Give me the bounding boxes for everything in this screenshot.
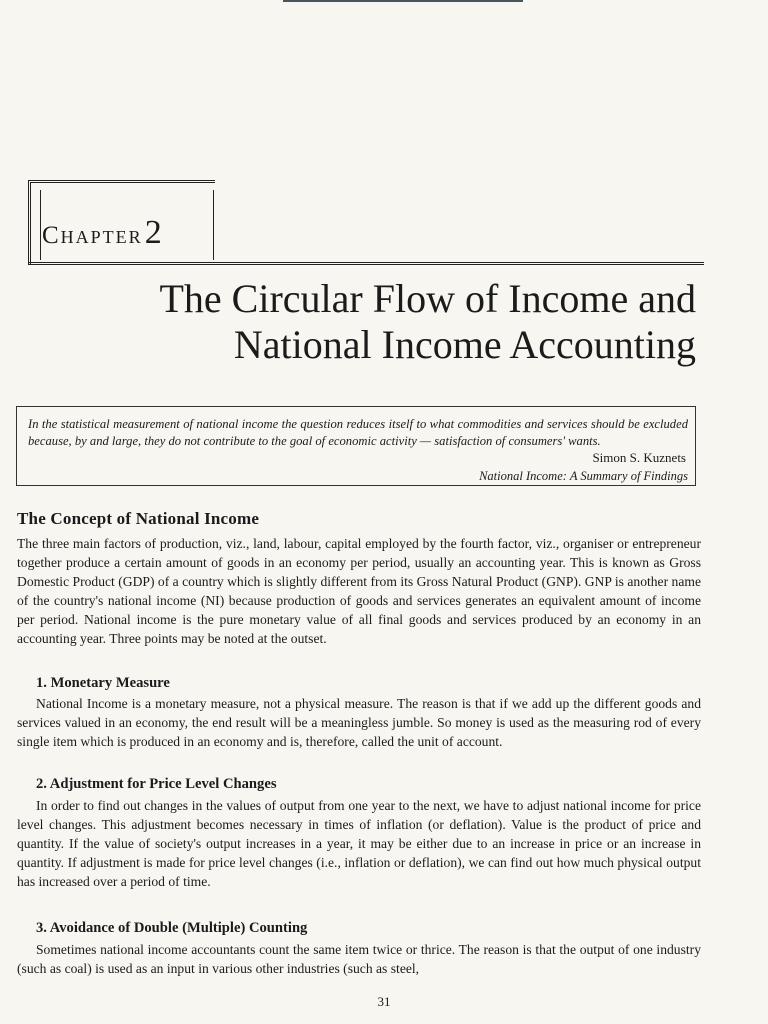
epigraph-author: Simon S. Kuznets	[592, 450, 686, 465]
chapter-title-line-2: National Income Accounting	[233, 322, 696, 367]
epigraph-text: In the statistical measurement of national income the question reduces itself to what commodities and services should be excluded because, by and large, they do not contribute to the goal of economic activity — satisfaction of consumers' wants.	[28, 417, 688, 448]
top-edge-rule	[283, 0, 523, 2]
point-2-paragraph: In order to find out changes in the values of output from one year to the next, we have to adjust national income for price level changes. This adjustment becomes necessary in times of inflation (or deflation). Value is the product of price and quantity. If the value of society's output increases in a year, it may be either due to an increase in price or an increase in quantity. If adjustment is made for price level changes (i.e., inflation or deflation), we can find out how much physical output has increased over a period of time.	[17, 798, 701, 890]
chapter-number: 2	[144, 214, 162, 251]
point-3-heading: 3. Avoidance of Double (Multiple) Counting	[36, 920, 308, 936]
section-heading: The Concept of National Income	[17, 509, 260, 528]
page-number: 31	[377, 994, 391, 1009]
chapter-title-line-1: The Circular Flow of Income and	[159, 276, 696, 321]
chapter-rule	[28, 262, 704, 265]
point-2-heading: 2. Adjustment for Price Level Changes	[36, 776, 277, 792]
point-1-heading: 1. Monetary Measure	[36, 675, 170, 691]
epigraph-source: National Income: A Summary of Findings	[479, 469, 688, 483]
intro-paragraph: The three main factors of production, viz., land, labour, capital employed by the fourth factor, viz., organiser or entrepreneur together produce a certain amount of goods in an economy per period, usually an accounting year. This is known as Gross Domestic Product (GDP) of a country which is slightly different from its Gross Natural Product (GNP). GNP is another name of the country's national income (NI) because production of goods and services generates an equivalent amount of income per period. National income is the pure monetary value of all final goods and services produced by an economy in an accounting year. Three points may be noted at the outset.	[17, 536, 701, 647]
chapter-word: Chapter	[42, 222, 143, 249]
point-3-paragraph: Sometimes national income accountants count the same item twice or thrice. The reason is that the output of one industry (such as coal) is used as an input in various other industries (such as steel,	[17, 942, 701, 977]
point-1-paragraph: National Income is a monetary measure, not a physical measure. The reason is that if we add up the different goods and services valued in an economy, the end result will be a meaningless jumble. So money is used as the measuring rod of every single item which is produced in an economy and is, therefore, called the unit of account.	[17, 696, 701, 750]
chapter-title	[56, 276, 696, 368]
chapter-label	[42, 214, 162, 252]
